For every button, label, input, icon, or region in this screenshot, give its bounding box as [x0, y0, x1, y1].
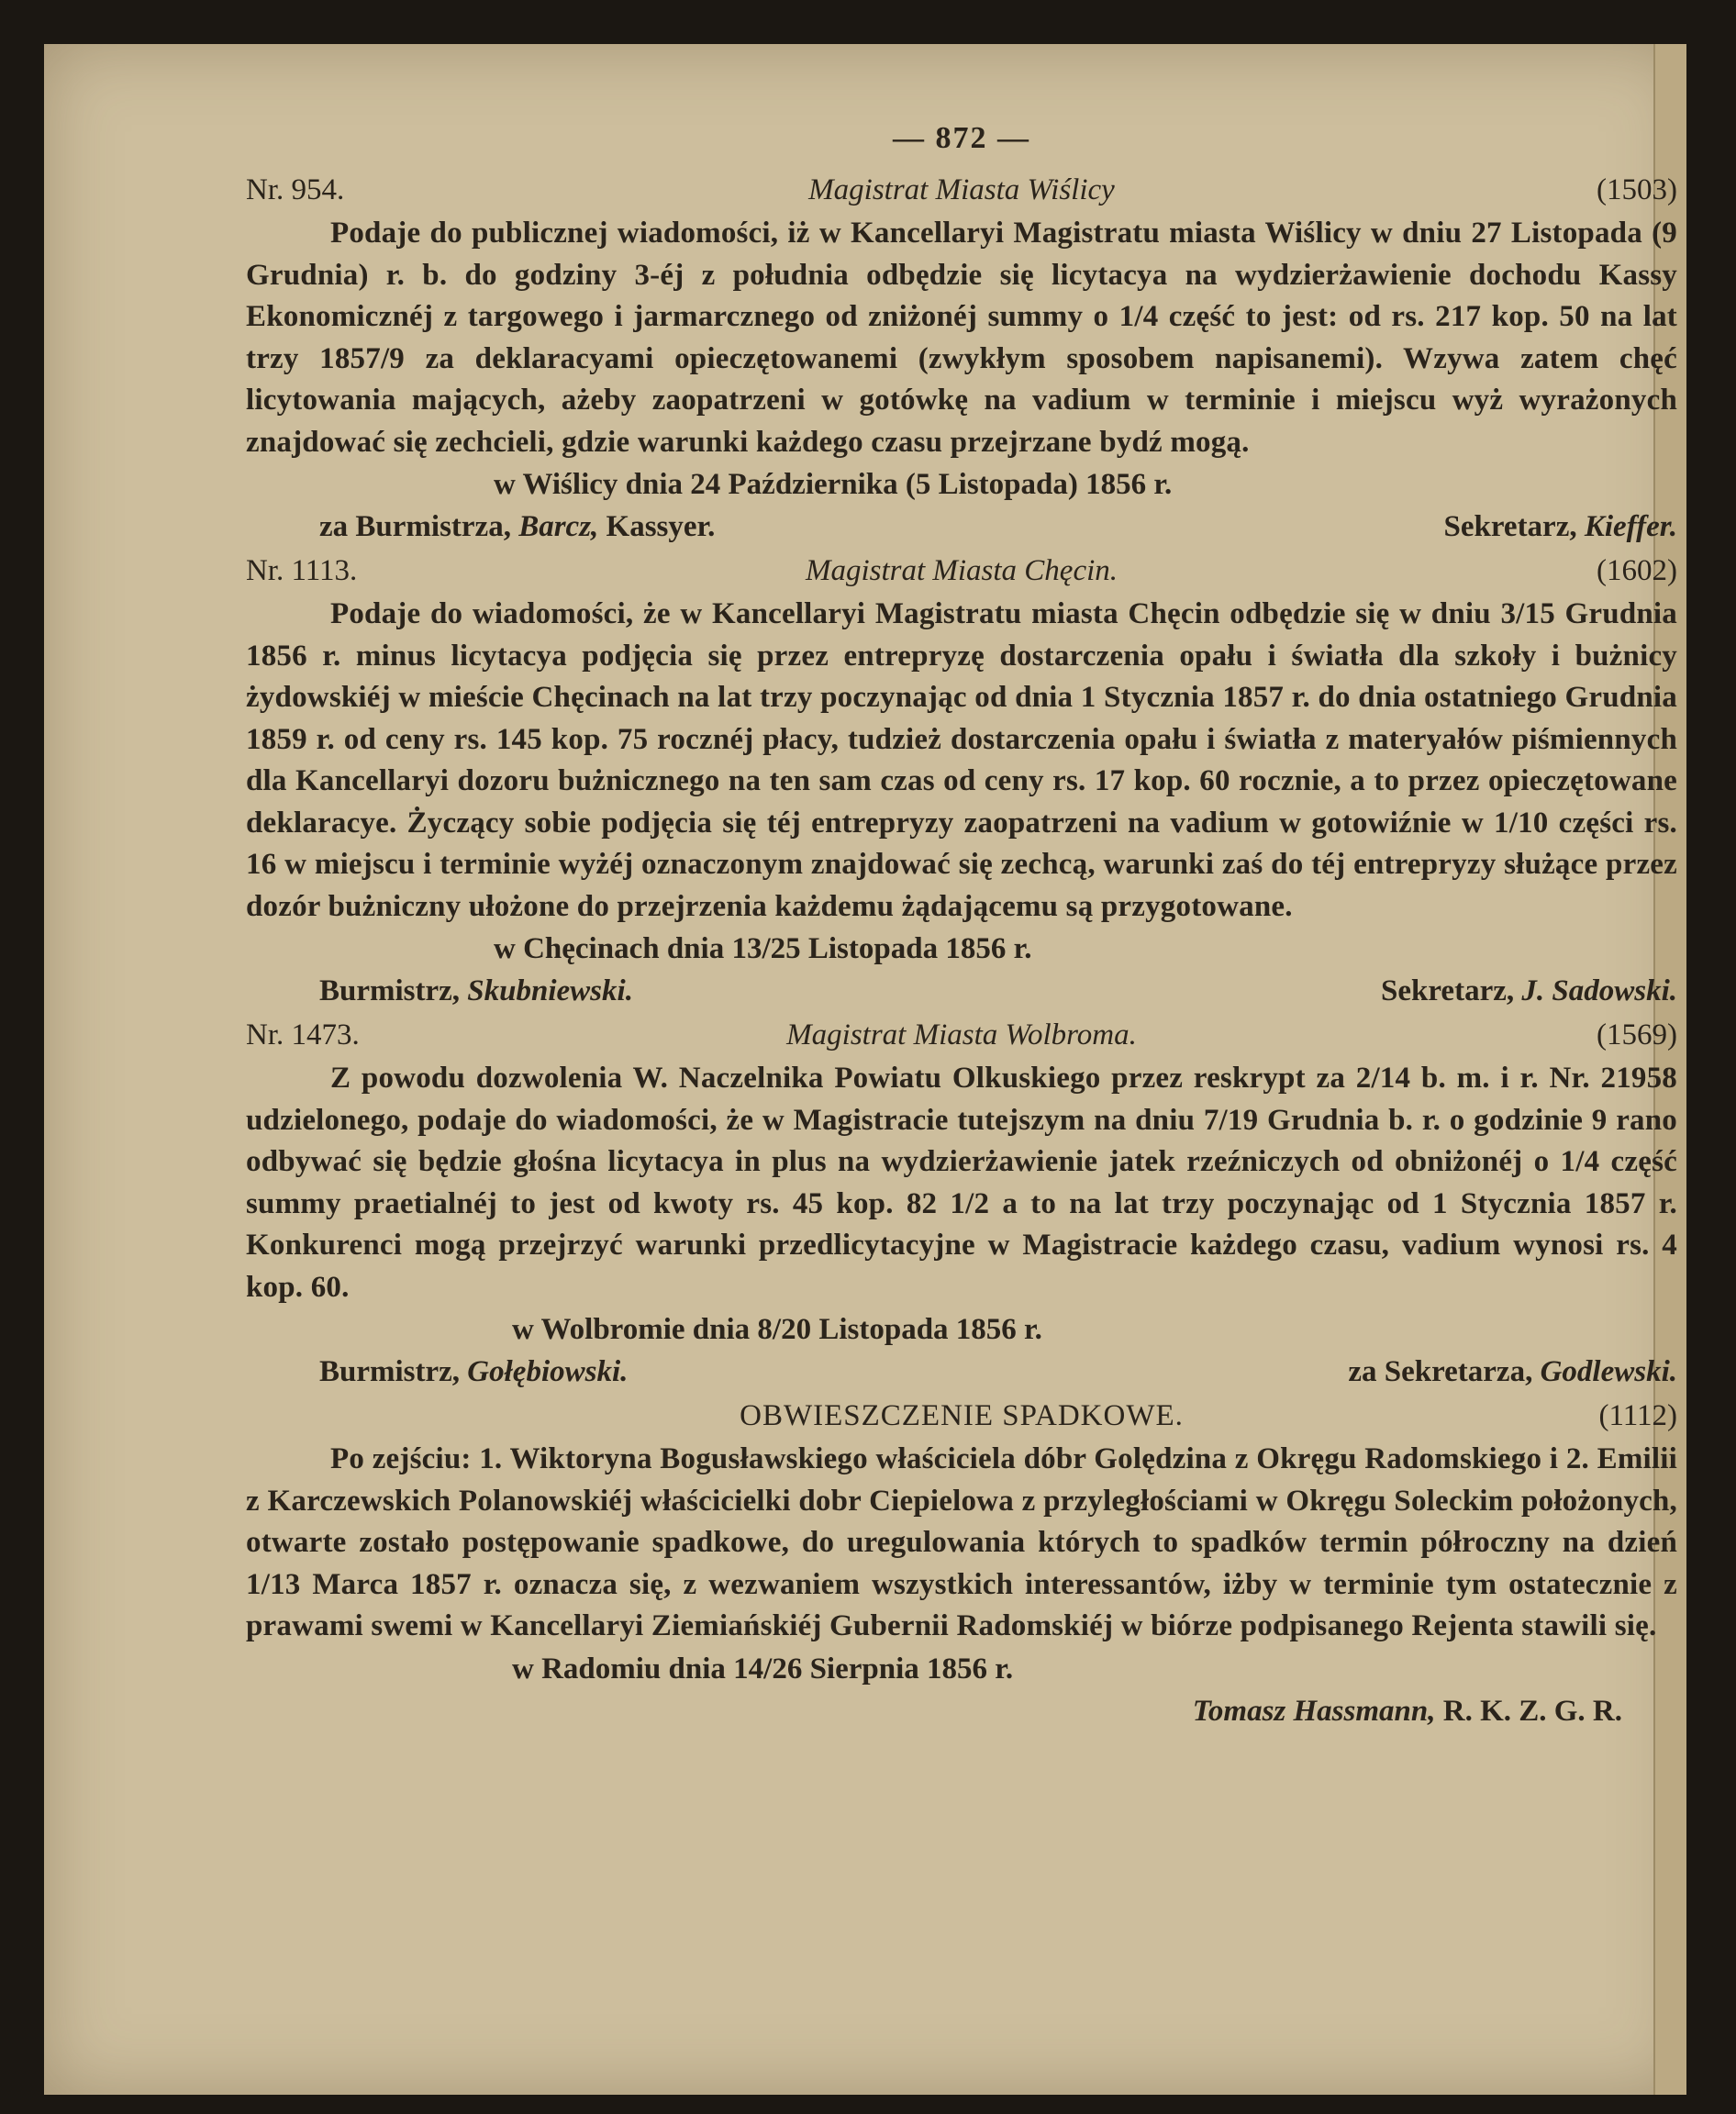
signature-right-role: za Sekretarza,: [1348, 1355, 1533, 1388]
signature-left-name: Skubniewski.: [467, 974, 633, 1007]
notice-number: Nr. 1473.: [246, 1018, 360, 1051]
signature-right: [1444, 506, 1677, 548]
signature-left-role: Burmistrz,: [319, 1355, 461, 1388]
document-page: [44, 44, 1686, 2095]
signature-right-role: R. K. Z. G. R.: [1442, 1694, 1622, 1728]
notice-place-date: w Wolbromie dnia 8/20 Listopada 1856 r.: [512, 1313, 1042, 1346]
notice-signatures: [246, 506, 1677, 548]
notice-code: (1602): [1597, 554, 1677, 587]
notice-title: Magistrat Miasta Wiślicy: [808, 173, 1115, 206]
signature-left: [319, 1351, 628, 1393]
notice-title: Magistrat Miasta Wolbroma.: [786, 1018, 1137, 1051]
notice-header: [246, 1012, 1677, 1058]
notice-wislica: [246, 167, 1677, 548]
signature-left: [319, 506, 715, 548]
notice-place-date: w Chęcinach dnia 13/25 Listopada 1856 r.: [494, 932, 1032, 965]
notice-number: Nr. 1113.: [246, 554, 358, 587]
notice-body: Podaje do wiadomości, że w Kancellaryi Magistratu miasta Chęcin odbędzie się w dniu 3/15 Grudnia 1856 r. minus licytacya podjęcia się przez entrepryzę dostarczenia opału i światła dla szkoły i bużnicy żydowskiéj w mieście Chęcinach na lat trzy poczynając od dnia 1 Stycznia 1857 r. do dnia ostatniego Grudnia 1859 r. od ceny rs. 145 kop. 75 rocznéj płacy, tudzież dostarczenia opału i światła z materyałów piśmiennych dla Kancellaryi dozoru bużnicznego na ten sam czas od ceny rs. 17 kop. 60 rocznie, a to przez opieczętowane deklaracye. Życzący sobie podjęcia się téj entrepryzy zaopatrzeni na vadium w gotowiźnie w 1/10 części rs. 16 w miejscu i terminie wyżéj oznaczonym znajdować się zechcą, warunki zaś do téj entrepryzy służące przez dozór bużniczny ułożone do przejrzenia każdemu żądającemu są przygotowane.: [246, 597, 1677, 923]
signature-right: [1381, 970, 1677, 1012]
notice-body: Z powodu dozwolenia W. Naczelnika Powiatu Olkuskiego przez reskrypt za 2/14 b. m. i r. Nr. 21958 udzielonego, podaje do wiadomości, że w Magistracie tutejszym na dniu 7/19 Grudnia b. r. o godzinie 9 rano odbywać się będzie głośna licytacya in plus na wydzierżawienie jatek rzeźniczych od obniżonéj o 1/4 część summy praetialnéj to jest od kwoty rs. 45 kop. 82 1/2 a to na lat trzy poczynając od 1 Stycznia 1857 r. Konkurenci mogą przejrzyć warunki przedlicytacyjne w Magistracie każdego czasu, vadium wynosi rs. 4 kop. 60.: [246, 1062, 1677, 1304]
notice-wolbrom: [246, 1012, 1677, 1393]
notice-checiny: [246, 548, 1677, 1012]
notice-number: Nr. 954.: [246, 173, 345, 206]
notice-header: [246, 1393, 1677, 1439]
signature-right: [1348, 1351, 1677, 1393]
text-column: [246, 110, 1677, 1732]
signature-right-name: Kieffer.: [1584, 510, 1677, 543]
notice-signatures: [246, 970, 1677, 1012]
signature-right-name: Tomasz Hassmann,: [1192, 1694, 1436, 1728]
notice-inheritance: [246, 1393, 1677, 1732]
signature-right-role: Sekretarz,: [1381, 974, 1515, 1007]
notice-body: Po zejściu: 1. Wiktoryna Bogusławskiego właściciela dóbr Golędzina z Okręgu Radomskiego i 2. Emilii z Karczewskich Polanowskiéj właścicielki dobr Ciepielowa z przyległościami w Okręgu Soleckim położonych, otwarte zostało postępowanie spadkowe, do uregulowania których to spadków termin półroczny na dzień 1/13 Marca 1857 r. oznacza się, z wezwaniem wszystkich interessantów, iżby w terminie tym ostatecznie z prawami swemi w Kancellaryi Ziemiańskiéj Gubernii Radomskiéj w biórze podpisanego Rejenta stawili się.: [246, 1442, 1677, 1642]
signature-left-suffix: Kassyer.: [606, 510, 716, 543]
signature-left-name: Gołębiowski.: [467, 1355, 629, 1388]
notice-place-date: w Wiślicy dnia 24 Października (5 Listopada) 1856 r.: [494, 468, 1173, 501]
page-number: — 872 —: [893, 121, 1030, 155]
notice-code: (1112): [1598, 1399, 1677, 1432]
signature-left-role: Burmistrz,: [319, 974, 461, 1007]
notice-code: (1503): [1597, 173, 1677, 206]
notice-code: (1569): [1597, 1018, 1677, 1051]
signature-right-role: Sekretarz,: [1443, 510, 1577, 543]
signature-left-role: za Burmistrza,: [319, 510, 511, 543]
signature-left-name: Barcz,: [518, 510, 599, 543]
notice-header: [246, 548, 1677, 594]
signature-right-name: J. Sadowski.: [1521, 974, 1677, 1007]
notice-body: Podaje do publicznej wiadomości, iż w Kancellaryi Magistratu miasta Wiślicy w dniu 27 Listopada (9 Grudnia) r. b. do godziny 3-éj z południa odbędzie się licytacya na wydzierżawienie dochodu Kassy Ekonomicznéj z targowego i jarmarcznego od zniżonéj summy o 1/4 część to jest: od rs. 217 kop. 50 na lat trzy 1857/9 za deklaracyami opieczętowanemi (zwykłym sposobem napisanemi). Wzywa zatem chęć licytowania mających, ażeby zaopatrzeni w gotówkę na vadium w terminie i miejscu wyż wyrażonych znajdować się zechcieli, gdzie warunki każdego czasu przejrzane bydź mogą.: [246, 217, 1677, 459]
notice-signatures: [246, 1351, 1677, 1393]
signature-right: [1193, 1690, 1622, 1732]
notice-title: OBWIESZCZENIE SPADKOWE.: [740, 1399, 1184, 1432]
signature-left: [319, 970, 633, 1012]
notice-place-date: w Radomiu dnia 14/26 Sierpnia 1856 r.: [512, 1652, 1014, 1686]
notice-signatures: [246, 1690, 1677, 1732]
notice-title: Magistrat Miasta Chęcin.: [805, 554, 1118, 587]
signature-right-name: Godlewski.: [1540, 1355, 1677, 1388]
notice-header: [246, 167, 1677, 213]
